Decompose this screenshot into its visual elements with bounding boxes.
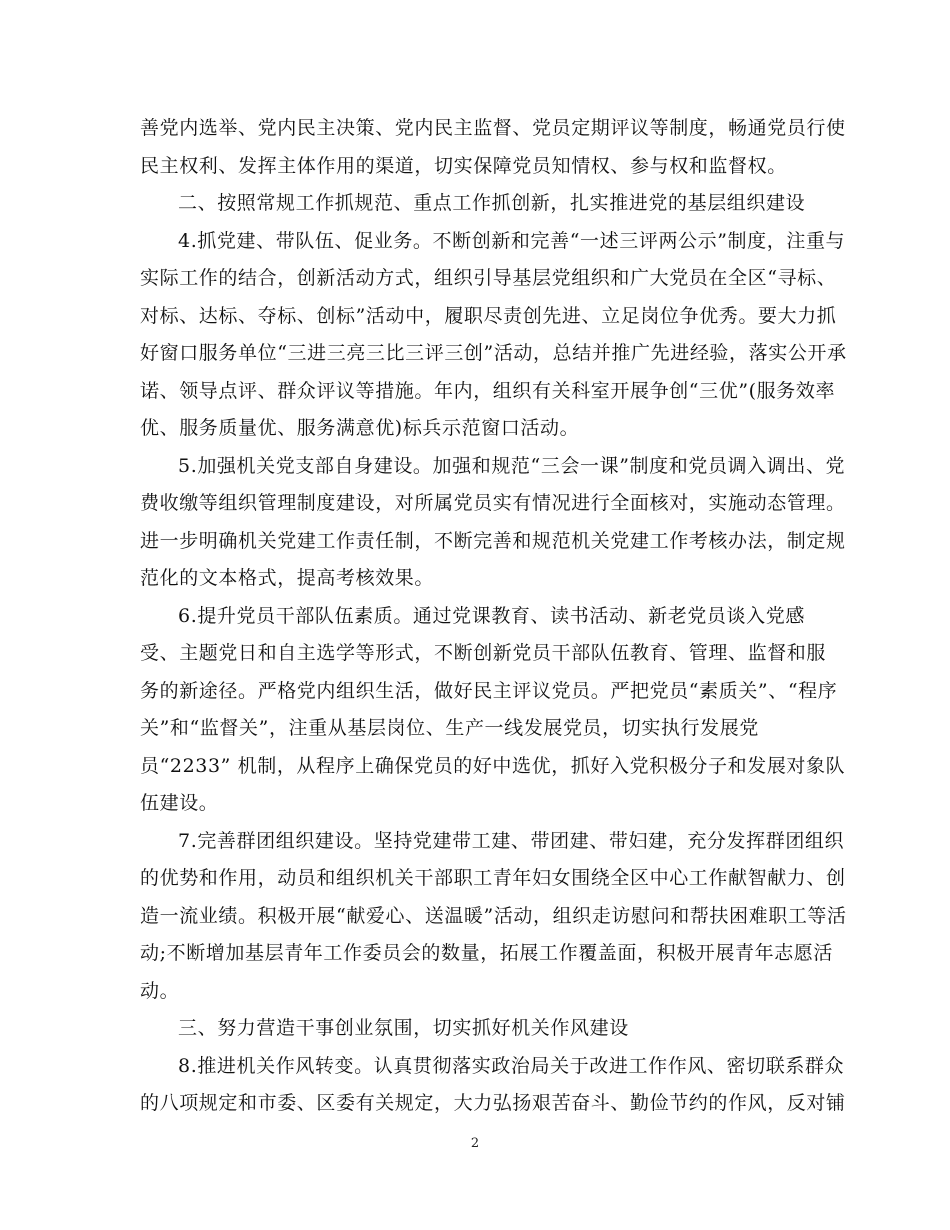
text-line: 员“2233” 机制，从程序上确保党员的好中选优，抓好入党积极分子和发展对象队 <box>140 754 846 777</box>
text-line: 务的新途径。严格党内组织生活，做好民主评议党员。严把党员“素质关”、“程序 <box>140 679 838 702</box>
section-heading: 三、努力营造干事创业氛围，切实抓好机关作风建设 <box>178 1017 629 1039</box>
document-body <box>140 110 847 1123</box>
section-heading: 二、按照常规工作抓规范、重点工作抓创新，扎实推进党的基层组织建设 <box>178 192 806 214</box>
paragraph-start: 8.推进机关作风转变。认真贯彻落实政治局关于改进工作作风、密切联系群众 <box>178 1054 845 1077</box>
text-line: 受、主题党日和自主选学等形式，不断创新党员干部队伍教育、管理、监督和服 <box>140 642 827 664</box>
text-line: 范化的文本格式，提高考核效果。 <box>140 567 435 589</box>
text-line: 造一流业绩。积极开展“献爱心、送温暖”活动，组织走访慰问和帮扶困难职工等活 <box>140 904 847 927</box>
text-line: 的八项规定和市委、区委有关规定，大力弘扬艰苦奋斗、勤俭节约的作风，反对铺 <box>140 1092 846 1114</box>
text-line: 进一步明确机关党建工作责任制，不断完善和规范机关党建工作考核办法，制定规 <box>140 529 846 552</box>
text-line: 民主权利、发挥主体作用的渠道，切实保障党员知情权、参与权和监督权。 <box>140 154 787 177</box>
paragraph-start: 7.完善群团组织建设。坚持党建带工建、带团建、带妇建，充分发挥群团组织 <box>178 829 845 852</box>
text-line: 伍建设。 <box>140 792 219 814</box>
text-line: 好窗口服务单位“三进三亮三比三评三创”活动，总结并推广先进经验，落实公开承 <box>140 342 847 364</box>
paragraph-start: 6.提升党员干部队伍素质。通过党课教育、读书活动、新老党员谈入党感 <box>178 604 805 627</box>
text-line: 动。 <box>140 979 180 1002</box>
text-line: 的优势和作用，动员和组织机关干部职工青年妇女围绕全区中心工作献智献力、创 <box>140 867 846 889</box>
page-number: 2 <box>470 1136 480 1151</box>
text-line: 诺、领导点评、群众评议等措施。年内，组织有关科室开展争创“三优”(服务效率 <box>140 379 836 402</box>
text-line: 善党内选举、党内民主决策、党内民主监督、党员定期评议等制度，畅通党员行使 <box>140 117 846 139</box>
text-line: 优、服务质量优、服务满意优)标兵示范窗口活动。 <box>140 417 580 439</box>
text-line: 关”和“监督关”，注重从基层岗位、生产一线发展党员，切实执行发展党 <box>140 717 759 739</box>
text-line: 实际工作的结合，创新活动方式，组织引导基层党组织和广大党员在全区“寻标、 <box>140 267 837 289</box>
text-line: 对标、达标、夺标、创标”活动中，履职尽责创先进、立足岗位争优秀。要大力抓 <box>140 304 837 327</box>
text-line: 费收缴等组织管理制度建设，对所属党员实有情况进行全面核对，实施动态管理。 <box>140 492 846 514</box>
paragraph-start: 5.加强机关党支部自身建设。加强和规范“三会一课”制度和党员调入调出、党 <box>178 454 846 477</box>
paragraph-start: 4.抓党建、带队伍、促业务。不断创新和完善“一述三评两公示”制度，注重与 <box>178 229 846 252</box>
text-line: 动;不断增加基层青年工作委员会的数量，拓展工作覆盖面，积极开展青年志愿活 <box>140 942 834 964</box>
